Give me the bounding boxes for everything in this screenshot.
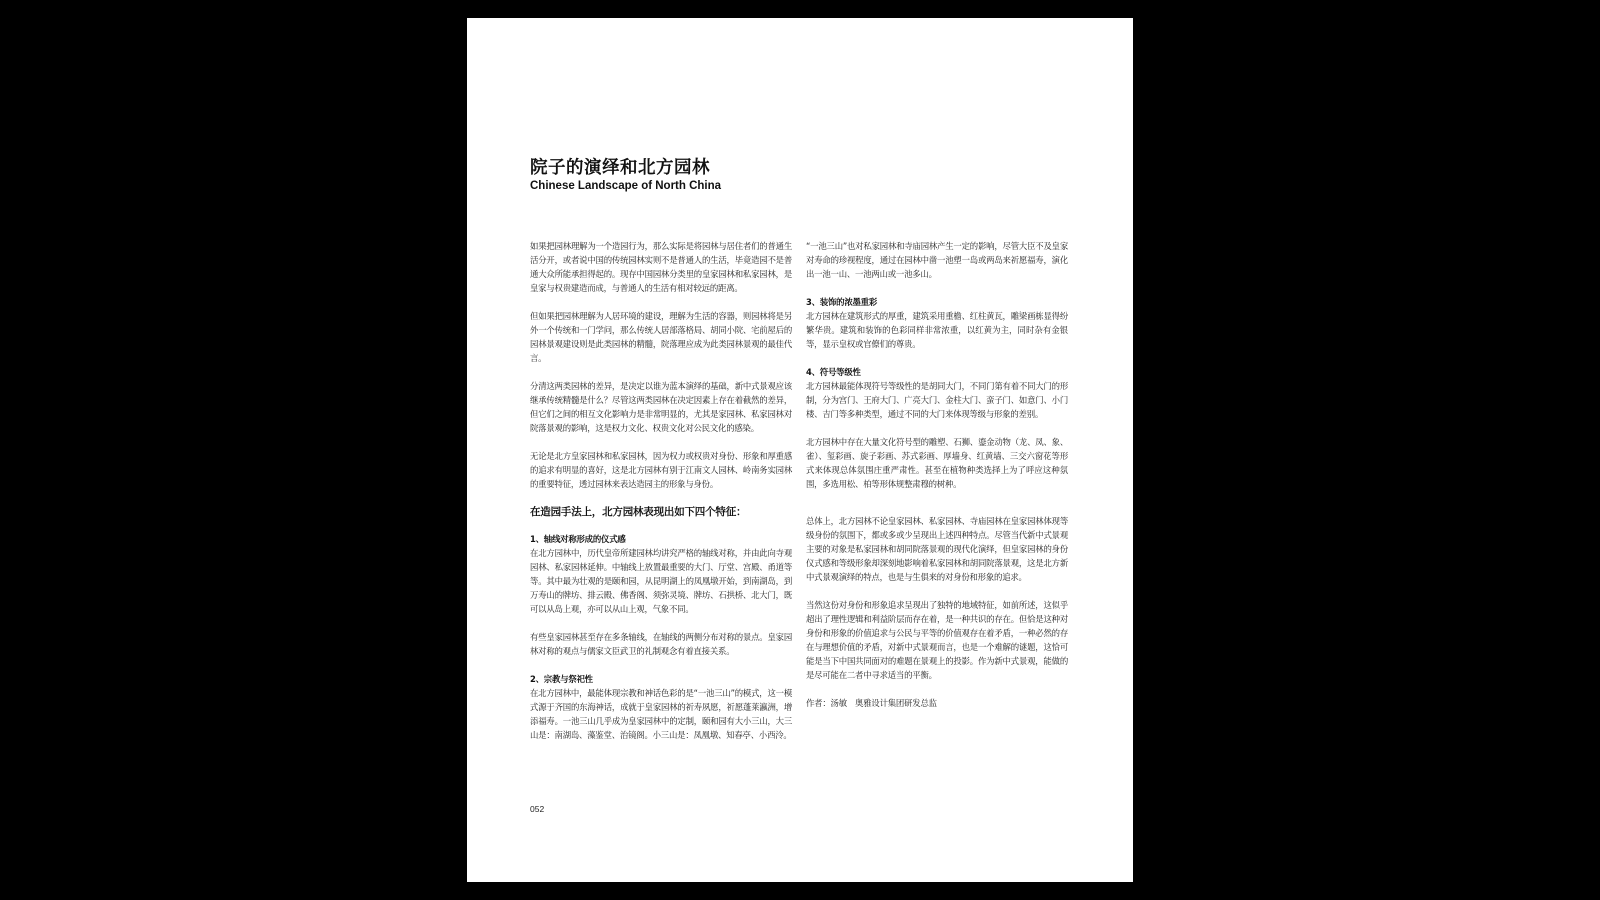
paragraph: 当然这份对身份和形象追求呈现出了独特的地域特征，如前所述，这似乎超出了理性逻辑和利益阶层而存在着，是一种共识的存在。但恰是这种对身份和形象的价值追求与公民与平等的价值观存在着矛盾，一种必然的存在与理想价值的矛盾，对新中式景观而言，也是一个难解的谜题，这恰可能是当下中国共同面对的难题在景观上的投影。作为新中式景观，能做的是尽可能在二者中寻求适当的平衡。 [806,600,1068,680]
document-page [467,18,1133,882]
section-heading: 在造园手法上，北方园林表现出如下四个特征： [530,506,747,518]
subheading: 4、符号等级性 [806,367,861,377]
paragraph: 有些皇家园林甚至存在多条轴线，在轴线的两侧分布对称的景点。皇家园林对称的观点与儒家文臣武卫的礼制观念有着直接关系。 [530,632,792,656]
author-credit: 作者：汤敏 奥雅设计集团研发总监 [806,698,937,708]
subheading: 2、宗教与祭祀性 [530,674,593,684]
paragraph: 北方园林在建筑形式的厚重，建筑采用重檐、红柱黄瓦，雕梁画栋显得纷繁华贵。建筑和装饰的色彩同样非常浓重，以红黄为主，同时杂有金银等，显示皇权或官僚们的尊贵。 [806,311,1068,349]
paragraph: 北方园林最能体现符号等级性的是胡同大门，不同门第有着不同大门的形制，分为宫门、王府大门、广亮大门、金柱大门、蛮子门、如意门、小门楼、吉门等多种类型，通过不同的大门来体现等级与形象的差别。 [806,381,1068,419]
subheading: 1、轴线对称形成的仪式感 [530,534,626,544]
page-number: 052 [530,804,545,814]
right-column [806,239,1068,710]
subheading: 3、装饰的浓墨重彩 [806,297,878,307]
article-subtitle: Chinese Landscape of North China [530,180,722,192]
paragraph: 如果把园林理解为一个造园行为，那么实际是将园林与居住者们的普通生活分开，或者说中国的传统园林实则不是普通人的生活，毕竟造园不是普通大众所能承担得起的。现存中国园林分类里的皇家园林和私家园林，是皇家与权贵建造而成，与普通人的生活有相对较远的距离。 [530,241,792,293]
paragraph: “一池三山”也对私家园林和寺庙园林产生一定的影响，尽管大臣不及皇家对寿命的珍视程度，通过在园林中凿一池塑一岛或两岛来祈愿福寿，演化出一池一山、一池两山或一池多山。 [806,241,1068,279]
paragraph: 在北方园林中，历代皇帝所建园林均讲究严格的轴线对称，并由此向寺观园林、私家园林延伸。中轴线上放置最重要的大门、厅堂、宫殿、甬道等等。其中最为壮观的是颐和园，从昆明湖上的凤凰墩开始，到南湖岛，到万寿山的牌坊、排云殿、佛香阁、须弥灵境、牌坊、石拱桥、北大门，既可以从岛上观，亦可以从山上观，气象不同。 [530,548,792,614]
paragraph: 分清这两类园林的差异，是决定以谁为蓝本演绎的基础，新中式景观应该继承传统精髓是什么？尽管这两类园林在决定因素上存在着截然的差异，但它们之间的相互文化影响力是非常明显的，尤其是家园林、私家园林对院落景观的影响，这是权力文化、权贵文化对公民文化的感染。 [530,381,792,433]
paragraph: 无论是北方皇家园林和私家园林，因为权力或权贵对身份、形象和厚重感的追求有明显的喜好，这是北方园林有别于江南文人园林、岭南务实园林的重要特征，透过园林来表达造园主的形象与身份。 [530,451,792,489]
paragraph: 总体上，北方园林不论皇家园林、私家园林、寺庙园林在皇家园林体现等级身份的氛围下，都或多或少呈现出上述四种特点。尽管当代新中式景观主要的对象是私家园林和胡同院落景观的现代化演绎，但皇家园林的身份仪式感和等级形象却深刻地影响着私家园林和胡同院落景观，这是北方新中式景观演绎的特点，也是与生俱来的对身份和形象的追求。 [806,516,1068,582]
left-column [530,239,792,742]
paragraph: 北方园林中存在大量文化符号型的雕塑、石狮、鎏金动物（龙、凤、象、雀）、玺彩画、旋子彩画、苏式彩画、厚墙身、红黄墙、三交六窗花等形式来体现总体氛围庄重严肃性。甚至在植物种类选择上为了呼应这种氛围，多选用松、柏等形体规整肃穆的树种。 [806,437,1068,489]
paragraph: 在北方园林中，最能体现宗教和神话色彩的是“一池三山”的模式，这一模式源于齐国的东海神话，成就于皇家园林的祈寿夙愿，祈愿蓬莱瀛洲，增添福寿。一池三山几乎成为皇家园林中的定制，颐和园有大小三山，大三山是：南湖岛、藻鉴堂、治镜阁。小三山是：凤凰墩、知春亭、小西泠。 [530,688,792,740]
paragraph: 但如果把园林理解为人居环境的建设，理解为生活的容器，则园林将是另外一个传统和一门学问，那么传统人居部落格局、胡同小院、宅前屋后的园林景观建设则是此类园林的精髓，院落理应成为此类园林景观的最佳代言。 [530,311,792,363]
article-title: 院子的演绎和北方园林 [530,158,710,178]
